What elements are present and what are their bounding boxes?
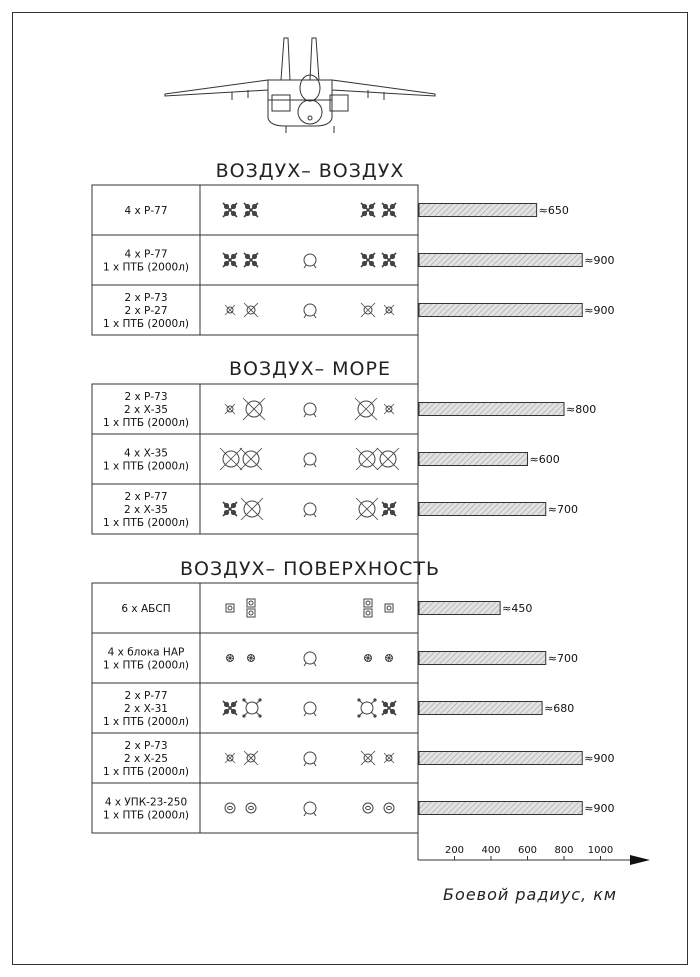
upk-store-icon (384, 803, 394, 813)
loadout-text: 4 x Р-77 (124, 205, 168, 217)
xfin-store-icon (361, 751, 375, 765)
small-store-icon (384, 753, 394, 763)
big-store-icon (243, 398, 265, 420)
loadout-text: 4 x УПК-23-250 (104, 796, 188, 809)
loadout-text: 4 x Р-77 (124, 248, 168, 261)
cross-store-icon (223, 203, 237, 217)
bar-value-label: ≈650 (538, 204, 569, 217)
tank-store-icon (304, 652, 316, 666)
loadout-text: 4 x Х-35 (124, 447, 168, 460)
x-axis-arrow-icon (630, 855, 650, 865)
loadout-text: 2 x Р-73 (124, 391, 168, 403)
table-row (92, 783, 418, 822)
bar-value-label: ≈900 (584, 304, 615, 317)
bar-value-label: ≈700 (547, 503, 578, 516)
bar-value-label: ≈800 (566, 403, 597, 416)
x-tick-label: 400 (481, 845, 501, 856)
table-row (124, 203, 396, 217)
loadout-text: 2 x Х-35 (124, 404, 168, 416)
bar-value-label: ≈900 (584, 752, 615, 765)
loadout-text: 4 x блока НАР (107, 646, 185, 659)
tank-store-icon (304, 752, 316, 766)
bar (419, 752, 582, 765)
loadout-text: 1 x ПТБ (2000л) (102, 766, 190, 778)
table-row (92, 434, 418, 473)
upk-store-icon (246, 803, 256, 813)
loadout-text: 1 x ПТБ (2000л) (102, 517, 190, 529)
bar (419, 304, 582, 317)
sq2-store-icon (247, 599, 255, 617)
cross-store-icon (382, 203, 396, 217)
xfin-store-icon (244, 303, 258, 317)
loadout-text: 1 x ПТБ (2000л) (102, 716, 190, 728)
bar-value-label: ≈900 (584, 802, 615, 815)
store-icons (227, 652, 393, 666)
cross-store-icon (361, 253, 375, 267)
sq2-store-icon (364, 599, 372, 617)
loadout-text: 1 x ПТБ (2000л) (102, 659, 190, 672)
table-row (92, 733, 418, 778)
cross-store-icon (223, 701, 237, 715)
bar-value-label: ≈450 (502, 602, 533, 615)
loadout-text: 2 x Р-73 (124, 740, 168, 752)
small-store-icon (225, 404, 235, 414)
bar (419, 254, 582, 267)
bar (419, 652, 546, 665)
loadout-text: 1 x ПТБ (2000л) (102, 417, 190, 429)
cross-store-icon (382, 253, 396, 267)
big-store-icon (241, 498, 263, 520)
bar-value-label: ≈680 (544, 702, 575, 715)
tank-store-icon (304, 254, 316, 268)
tank-store-icon (304, 304, 316, 318)
x-tick-label: 1000 (587, 845, 614, 856)
store-icons (225, 398, 394, 420)
tank-store-icon (304, 702, 316, 716)
small-store-icon (384, 404, 394, 414)
table-row (92, 235, 418, 274)
xfin-store-icon (361, 303, 375, 317)
pod-store-icon (248, 655, 255, 662)
x-axis-title: Боевой радиус, км (443, 885, 617, 904)
section-title: ВОЗДУХ– ВОЗДУХ (215, 160, 405, 182)
small-store-icon (225, 305, 235, 315)
bar (419, 702, 542, 715)
loadout-text: 2 x Р-77 (124, 690, 168, 702)
cross-store-icon (244, 253, 258, 267)
table-row (121, 599, 393, 617)
store-icons (223, 203, 396, 217)
big-store-icon (240, 448, 262, 470)
sq-store-icon (385, 604, 393, 612)
loadout-text: 1 x ПТБ (2000л) (102, 460, 190, 473)
sq-store-icon (226, 604, 234, 612)
cross-store-icon (382, 701, 396, 715)
store-icons (226, 599, 393, 617)
loadout-text: 2 x Р-27 (124, 305, 168, 317)
big-store-icon (356, 498, 378, 520)
loadout-table (92, 583, 418, 833)
cross-store-icon (382, 502, 396, 516)
loadout-text: 1 x ПТБ (2000л) (102, 261, 190, 274)
store-icons (225, 303, 394, 318)
x-tick-label: 600 (517, 845, 538, 856)
table-row (103, 391, 394, 429)
x-tick-label: 800 (554, 845, 574, 856)
aircraft-front-view-icon (165, 38, 435, 133)
loadout-text: 2 x Х-31 (124, 703, 168, 715)
store-icons (220, 448, 399, 470)
store-icons (223, 698, 396, 717)
xfin-store-icon (244, 751, 258, 765)
bar (419, 802, 582, 815)
bar-value-label: ≈900 (584, 254, 615, 267)
bar (419, 453, 528, 466)
pod-store-icon (365, 655, 372, 662)
cross-store-icon (244, 203, 258, 217)
store-icons (225, 751, 394, 766)
small-store-icon (225, 753, 235, 763)
loadout-table (92, 185, 418, 335)
cross-store-icon (223, 253, 237, 267)
bar (419, 403, 564, 416)
loadout-text: 2 x Х-25 (124, 753, 168, 765)
loadout-text: 1 x ПТБ (2000л) (102, 809, 190, 822)
loadout-text: 2 x Х-35 (124, 504, 168, 516)
bar (419, 503, 546, 516)
section-title: ВОЗДУХ– МОРЕ (229, 358, 391, 380)
small-store-icon (384, 305, 394, 315)
bar-value-label: ≈600 (529, 453, 560, 466)
x-tick-label: 200 (444, 845, 465, 856)
store-icons (223, 498, 396, 520)
store-icons (223, 253, 396, 268)
store-icons (225, 802, 394, 816)
x31-store-icon (357, 698, 376, 717)
loadout-text: 2 x Р-77 (124, 491, 168, 503)
table-row (92, 633, 418, 672)
bar (419, 204, 537, 217)
loadout-text: 6 x АБСП (121, 603, 171, 615)
big-store-icon (220, 448, 242, 470)
tank-store-icon (304, 403, 316, 417)
bar (419, 602, 500, 615)
cross-store-icon (223, 502, 237, 516)
upk-store-icon (363, 803, 373, 813)
big-store-icon (356, 448, 378, 470)
upk-store-icon (225, 803, 235, 813)
x31-store-icon (242, 698, 261, 717)
table-row (92, 285, 418, 330)
loadout-text: 2 x Р-73 (124, 292, 168, 304)
tank-store-icon (304, 802, 316, 816)
big-store-icon (377, 448, 399, 470)
section-title: ВОЗДУХ– ПОВЕРХНОСТЬ (179, 558, 441, 580)
table-row (92, 683, 418, 728)
table-row (92, 484, 418, 529)
big-store-icon (355, 398, 377, 420)
loadout-text: 1 x ПТБ (2000л) (102, 318, 190, 330)
pod-store-icon (227, 655, 234, 662)
bar-value-label: ≈700 (547, 652, 578, 665)
loadout-table (92, 384, 418, 534)
cross-store-icon (361, 203, 375, 217)
pod-store-icon (386, 655, 393, 662)
tank-store-icon (304, 453, 316, 467)
tank-store-icon (304, 503, 316, 517)
